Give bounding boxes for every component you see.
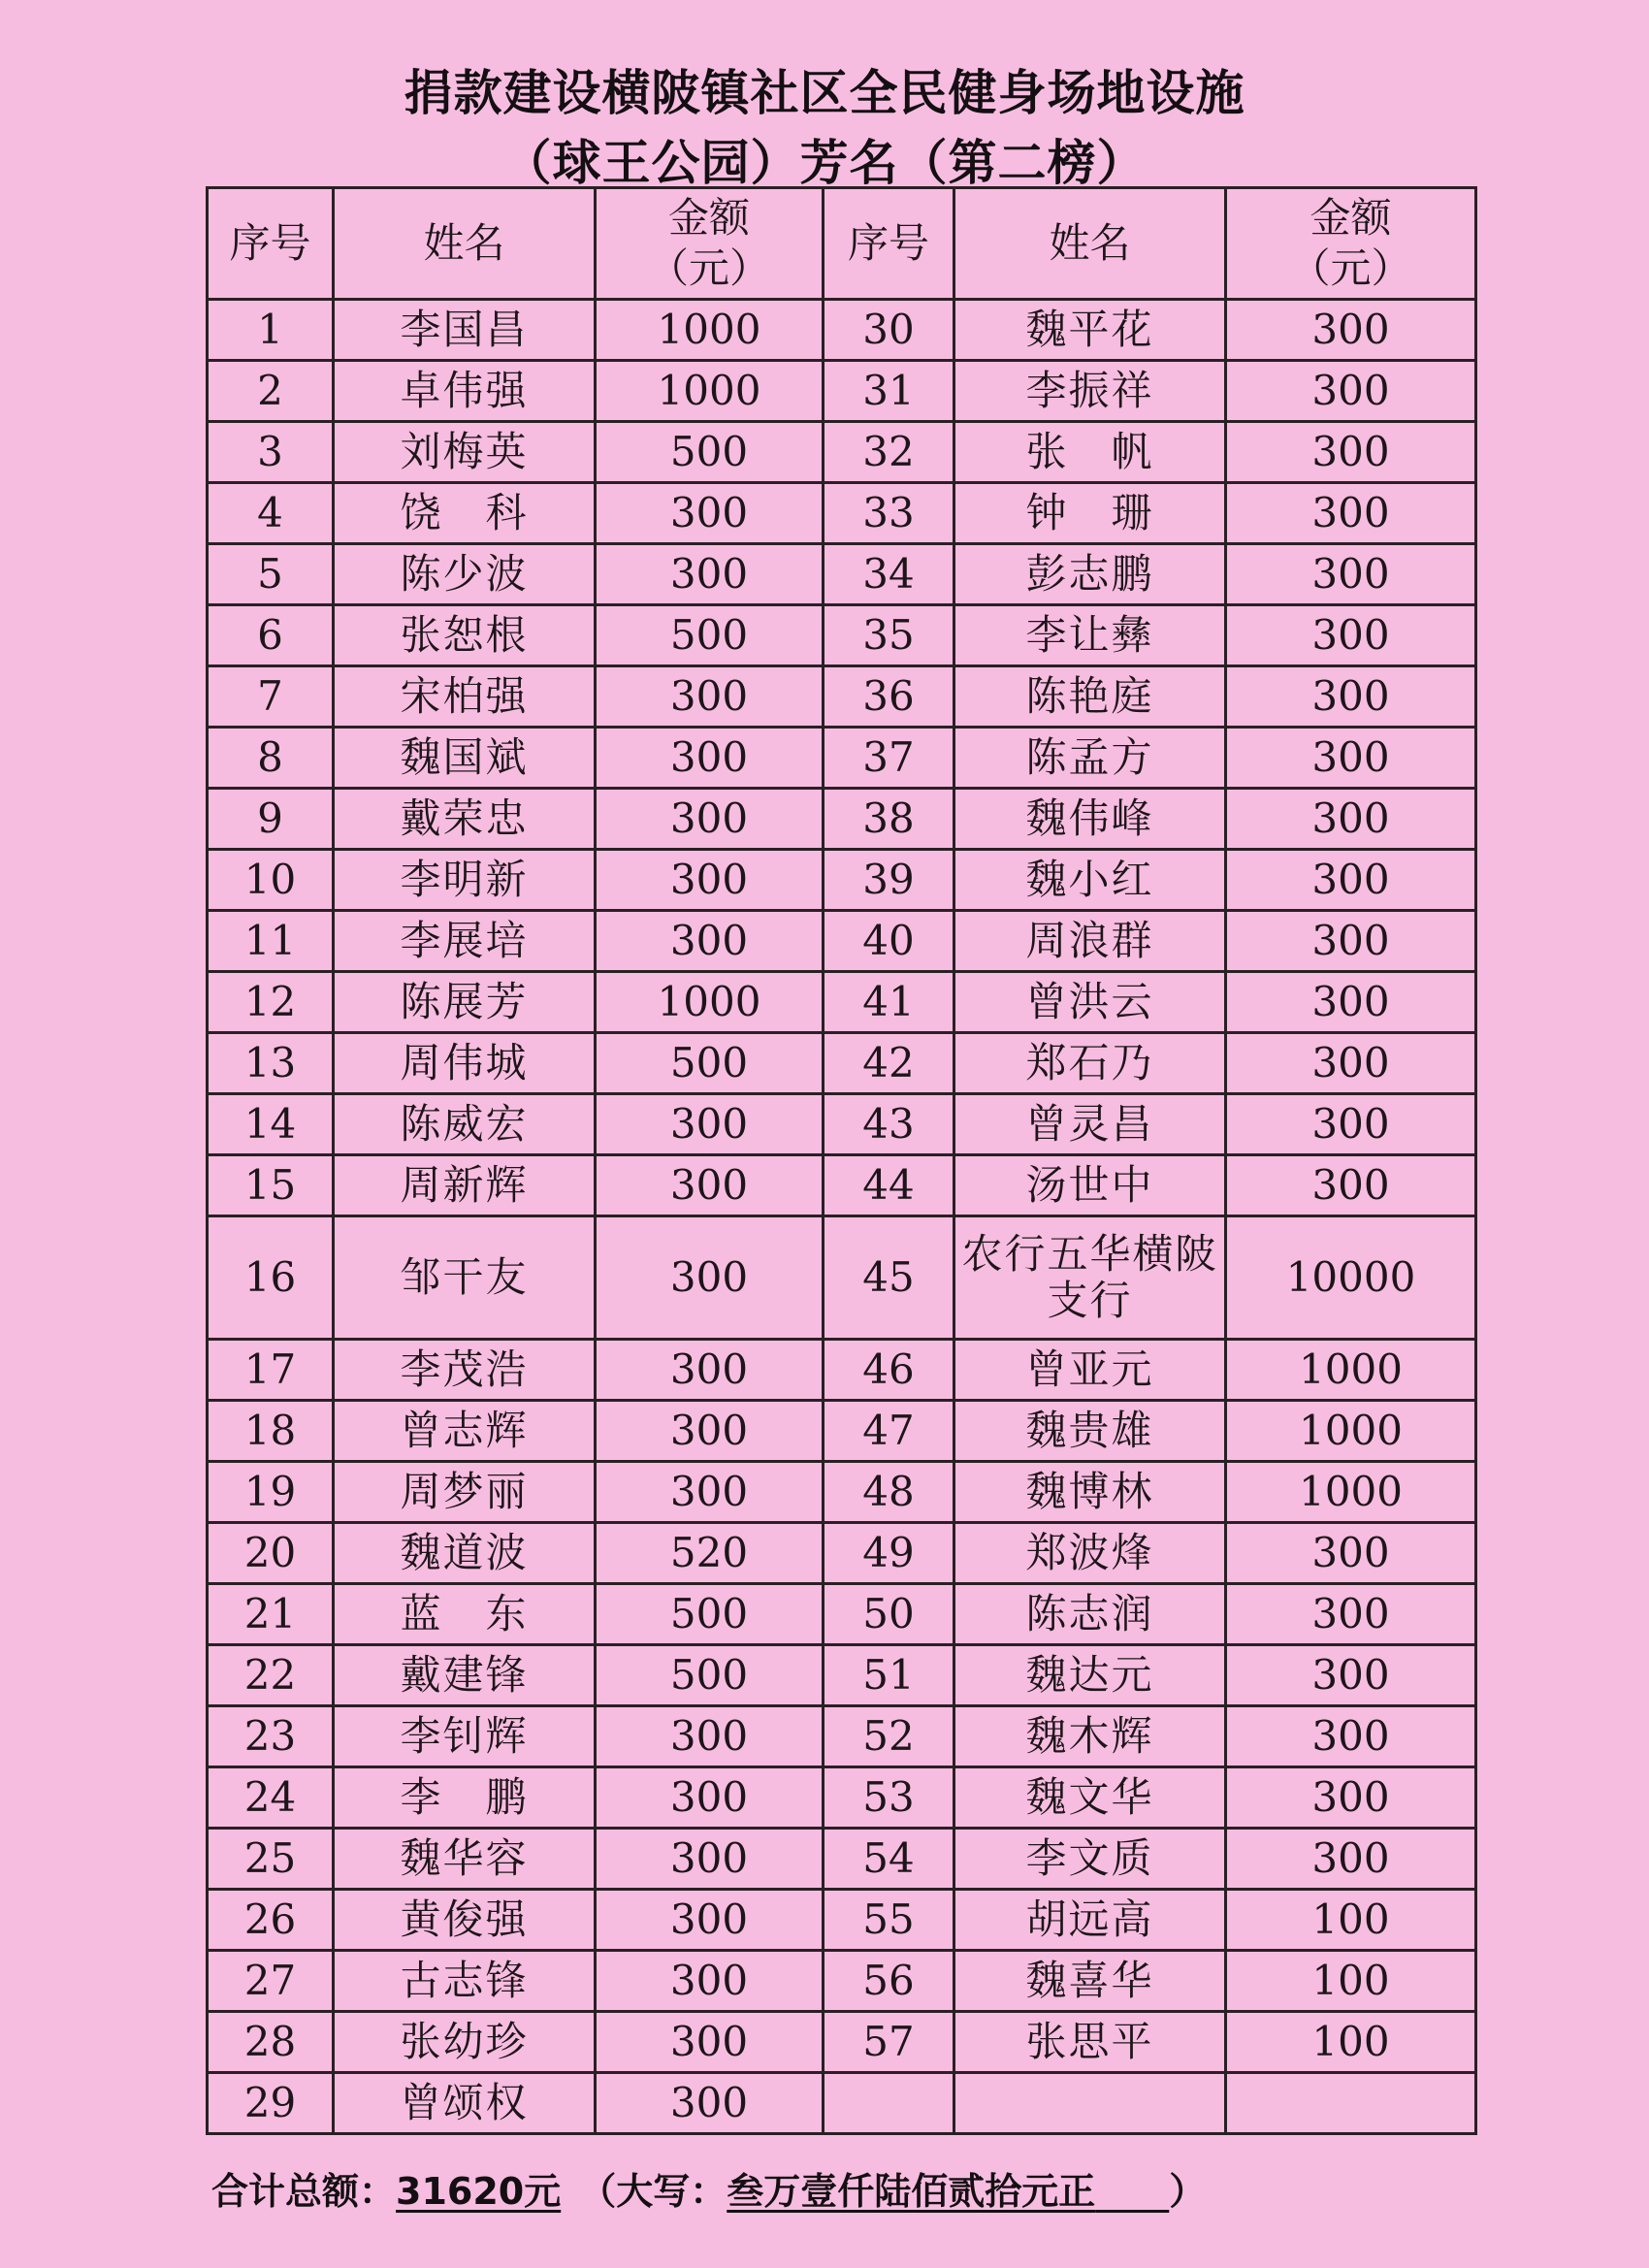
- donor-seq: 17: [208, 1340, 334, 1401]
- donor-seq: 33: [824, 483, 954, 544]
- donor-seq: 27: [208, 1951, 334, 2012]
- donor-amount: 300: [596, 2073, 824, 2134]
- table-row: [208, 1340, 1476, 1401]
- donor-seq: 12: [208, 972, 334, 1033]
- donor-name: 魏伟峰: [954, 789, 1226, 850]
- donor-amount: 100: [1226, 2012, 1476, 2073]
- donor-name: 邹干友: [334, 1216, 596, 1340]
- donor-seq: 9: [208, 789, 334, 850]
- table-row: [208, 850, 1476, 911]
- donor-name: 曾志辉: [334, 1401, 596, 1462]
- donor-seq: 46: [824, 1340, 954, 1401]
- donor-seq: 29: [208, 2073, 334, 2134]
- table-row: [208, 728, 1476, 789]
- donor-seq: 23: [208, 1706, 334, 1767]
- donor-amount: 300: [596, 1155, 824, 1216]
- donor-name: 陈展芳: [334, 972, 596, 1033]
- donor-amount: 500: [596, 605, 824, 666]
- donor-amount: 300: [1226, 422, 1476, 483]
- donor-amount: 500: [596, 1584, 824, 1645]
- donor-seq: 5: [208, 544, 334, 605]
- donor-name: 彭志鹏: [954, 544, 1226, 605]
- donor-amount: 300: [1226, 1523, 1476, 1584]
- donor-seq: 4: [208, 483, 334, 544]
- donor-seq: 42: [824, 1033, 954, 1094]
- donor-name: 魏华容: [334, 1829, 596, 1890]
- donor-name: 魏木辉: [954, 1706, 1226, 1767]
- table-row: [208, 666, 1476, 728]
- table-row: [208, 1216, 1476, 1340]
- donor-seq: 20: [208, 1523, 334, 1584]
- donor-seq: 45: [824, 1216, 954, 1340]
- donor-seq: 7: [208, 666, 334, 728]
- table-row: [208, 1523, 1476, 1584]
- header-amount-label: 金额: [667, 194, 750, 242]
- donor-name: 李钊辉: [334, 1706, 596, 1767]
- donor-seq: 21: [208, 1584, 334, 1645]
- donor-amount: 300: [596, 1890, 824, 1951]
- donor-name: 宋柏强: [334, 666, 596, 728]
- donor-seq: 55: [824, 1890, 954, 1951]
- donor-name: 李 鹏: [334, 1767, 596, 1829]
- donor-amount: 300: [596, 789, 824, 850]
- donor-seq: 30: [824, 300, 954, 361]
- donor-seq: 34: [824, 544, 954, 605]
- donor-seq: 51: [824, 1645, 954, 1706]
- donor-amount: 300: [1226, 483, 1476, 544]
- donor-name: 周新辉: [334, 1155, 596, 1216]
- donor-name: 张恕根: [334, 605, 596, 666]
- donor-amount: [1226, 2073, 1476, 2134]
- donor-seq: 54: [824, 1829, 954, 1890]
- donor-amount: 1000: [1226, 1401, 1476, 1462]
- donor-name: 曾颂权: [334, 2073, 596, 2134]
- donor-amount: 300: [1226, 1094, 1476, 1155]
- capital-close: ）: [1169, 2170, 1207, 2213]
- donor-name: 李明新: [334, 850, 596, 911]
- table-row: [208, 544, 1476, 605]
- donor-amount: 300: [1226, 728, 1476, 789]
- donor-amount: 300: [596, 850, 824, 911]
- donor-seq: 13: [208, 1033, 334, 1094]
- donor-amount: 300: [596, 1094, 824, 1155]
- table-row: [208, 483, 1476, 544]
- donor-amount: 520: [596, 1523, 824, 1584]
- donor-seq: 56: [824, 1951, 954, 2012]
- donor-amount: 100: [1226, 1890, 1476, 1951]
- donor-seq: 3: [208, 422, 334, 483]
- donor-name: 张 帆: [954, 422, 1226, 483]
- donor-amount: 300: [596, 1340, 824, 1401]
- donor-seq: 49: [824, 1523, 954, 1584]
- header-amount-unit: （元）: [647, 244, 770, 292]
- donor-table-body: [208, 300, 1476, 2134]
- donor-amount: 1000: [596, 300, 824, 361]
- donor-amount: 300: [596, 483, 824, 544]
- donor-amount: 300: [596, 666, 824, 728]
- donor-amount: 300: [596, 1401, 824, 1462]
- donor-name: 张思平: [954, 2012, 1226, 2073]
- header-seq-right: 序号: [824, 188, 954, 300]
- capital-open: （大写：: [598, 2170, 728, 2213]
- donor-name: 李让彝: [954, 605, 1226, 666]
- donor-amount: 500: [596, 1033, 824, 1094]
- donor-name: 郑波烽: [954, 1523, 1226, 1584]
- donor-seq: 35: [824, 605, 954, 666]
- table-row: [208, 1033, 1476, 1094]
- donor-seq: 50: [824, 1584, 954, 1645]
- donor-name: 饶 科: [334, 483, 596, 544]
- donor-amount: 300: [1226, 300, 1476, 361]
- donor-name: 陈志润: [954, 1584, 1226, 1645]
- donor-amount: 300: [1226, 1706, 1476, 1767]
- donor-amount: 300: [596, 728, 824, 789]
- donor-amount: 300: [596, 1767, 824, 1829]
- donor-amount: 300: [596, 544, 824, 605]
- donor-name: 戴建锋: [334, 1645, 596, 1706]
- donor-seq: [824, 2073, 954, 2134]
- donor-seq: 31: [824, 361, 954, 422]
- donor-amount: 1000: [596, 361, 824, 422]
- table-header-row: [208, 188, 1476, 300]
- donor-seq: 52: [824, 1706, 954, 1767]
- table-row: [208, 300, 1476, 361]
- table-row: [208, 1584, 1476, 1645]
- donor-amount: 300: [596, 2012, 824, 2073]
- total-capital-amount: 叁万壹仟陆佰贰拾元正: [727, 2170, 1096, 2213]
- donor-seq: 8: [208, 728, 334, 789]
- donor-name: 李振祥: [954, 361, 1226, 422]
- donor-amount: 300: [1226, 1645, 1476, 1706]
- donor-name: 古志锋: [334, 1951, 596, 2012]
- donor-name: 魏喜华: [954, 1951, 1226, 2012]
- donor-seq: 14: [208, 1094, 334, 1155]
- donor-seq: 43: [824, 1094, 954, 1155]
- donor-name: 卓伟强: [334, 361, 596, 422]
- donor-seq: 11: [208, 911, 334, 972]
- donor-amount: 300: [1226, 361, 1476, 422]
- donor-amount: 300: [1226, 1584, 1476, 1645]
- donor-name: 魏道波: [334, 1523, 596, 1584]
- donor-seq: 57: [824, 2012, 954, 2073]
- donor-amount: 300: [1226, 972, 1476, 1033]
- donor-name: 刘梅英: [334, 422, 596, 483]
- donor-amount: 300: [596, 1951, 824, 2012]
- donor-name: 曾洪云: [954, 972, 1226, 1033]
- header-seq-left: 序号: [208, 188, 334, 300]
- donor-name: 张幼珍: [334, 2012, 596, 2073]
- donor-name: 周浪群: [954, 911, 1226, 972]
- total-label: 合计总额：: [211, 2170, 397, 2213]
- donor-amount: 300: [596, 1216, 824, 1340]
- table-row: [208, 1890, 1476, 1951]
- donor-seq: 1: [208, 300, 334, 361]
- donor-seq: 25: [208, 1829, 334, 1890]
- donor-amount: 1000: [596, 972, 824, 1033]
- donor-seq: 53: [824, 1767, 954, 1829]
- table-row: [208, 1829, 1476, 1890]
- table-row: [208, 789, 1476, 850]
- donor-name: 周梦丽: [334, 1462, 596, 1523]
- table-row: [208, 605, 1476, 666]
- table-row: [208, 972, 1476, 1033]
- donor-name: 周伟城: [334, 1033, 596, 1094]
- donor-name: 农行五华横陂支行: [954, 1216, 1226, 1340]
- donor-amount: 300: [596, 1829, 824, 1890]
- donor-seq: 41: [824, 972, 954, 1033]
- table-row: [208, 361, 1476, 422]
- donor-amount: 300: [596, 911, 824, 972]
- donor-name: 郑石乃: [954, 1033, 1226, 1094]
- table-row: [208, 1706, 1476, 1767]
- donor-amount: 300: [1226, 1829, 1476, 1890]
- donor-seq: 10: [208, 850, 334, 911]
- table-row: [208, 1645, 1476, 1706]
- donor-amount: 300: [596, 1462, 824, 1523]
- donor-name: 胡远高: [954, 1890, 1226, 1951]
- donor-seq: 16: [208, 1216, 334, 1340]
- donor-name: 魏国斌: [334, 728, 596, 789]
- donor-seq: 38: [824, 789, 954, 850]
- donor-seq: 15: [208, 1155, 334, 1216]
- donor-name: 李文质: [954, 1829, 1226, 1890]
- donor-name: 魏贵雄: [954, 1401, 1226, 1462]
- donor-seq: 36: [824, 666, 954, 728]
- donor-amount: 500: [596, 422, 824, 483]
- page-title-line-2: （球王公园）芳名（第二榜）: [502, 135, 1147, 191]
- table-row: [208, 911, 1476, 972]
- donor-name: 李茂浩: [334, 1340, 596, 1401]
- donor-name: 李展培: [334, 911, 596, 972]
- header-amount-left: [596, 188, 824, 300]
- header-amount-unit: （元）: [1289, 244, 1412, 292]
- donor-seq: 24: [208, 1767, 334, 1829]
- donor-name: 戴荣忠: [334, 789, 596, 850]
- donor-amount: 300: [1226, 605, 1476, 666]
- table-row: [208, 1155, 1476, 1216]
- donor-amount: 300: [1226, 1033, 1476, 1094]
- donor-amount: 300: [1226, 789, 1476, 850]
- donor-amount: 300: [1226, 1767, 1476, 1829]
- donor-name: 魏文华: [954, 1767, 1226, 1829]
- table-row: [208, 422, 1476, 483]
- table-row: [208, 2012, 1476, 2073]
- donor-amount: 300: [596, 1706, 824, 1767]
- donor-name: 汤世中: [954, 1155, 1226, 1216]
- donor-name: 陈艳庭: [954, 666, 1226, 728]
- donor-amount: 10000: [1226, 1216, 1476, 1340]
- donor-amount: 500: [596, 1645, 824, 1706]
- donor-amount: 300: [1226, 1155, 1476, 1216]
- donor-amount: 300: [1226, 850, 1476, 911]
- table-row: [208, 1951, 1476, 2012]
- donor-name: 魏达元: [954, 1645, 1226, 1706]
- donor-name: 曾灵昌: [954, 1094, 1226, 1155]
- donor-seq: 47: [824, 1401, 954, 1462]
- donor-amount: 300: [1226, 911, 1476, 972]
- donor-seq: 39: [824, 850, 954, 911]
- donor-seq: 18: [208, 1401, 334, 1462]
- donor-name: 魏平花: [954, 300, 1226, 361]
- header-amount-label: 金额: [1310, 194, 1392, 242]
- donor-amount: 100: [1226, 1951, 1476, 2012]
- donor-seq: 44: [824, 1155, 954, 1216]
- donor-table: [206, 186, 1477, 2135]
- donor-name: 曾亚元: [954, 1340, 1226, 1401]
- table-row: [208, 1401, 1476, 1462]
- table-row: [208, 1462, 1476, 1523]
- table-row: [208, 1094, 1476, 1155]
- donor-seq: 6: [208, 605, 334, 666]
- donor-name: [954, 2073, 1226, 2134]
- donor-name: 陈孟方: [954, 728, 1226, 789]
- donor-seq: 26: [208, 1890, 334, 1951]
- donor-seq: 48: [824, 1462, 954, 1523]
- donor-seq: 2: [208, 361, 334, 422]
- donor-amount: 300: [1226, 666, 1476, 728]
- page-title-line-1: 捐款建设横陂镇社区全民健身场地设施: [404, 65, 1245, 121]
- donor-seq: 19: [208, 1462, 334, 1523]
- donor-name: 蓝 东: [334, 1584, 596, 1645]
- donor-name: 魏博林: [954, 1462, 1226, 1523]
- total-amount: 31620元: [396, 2170, 562, 2213]
- table-row: [208, 1767, 1476, 1829]
- donor-name: 魏小红: [954, 850, 1226, 911]
- total-summary: [211, 2161, 1472, 2215]
- donor-seq: 37: [824, 728, 954, 789]
- donor-seq: 22: [208, 1645, 334, 1706]
- donor-name: 李国昌: [334, 300, 596, 361]
- donor-amount: 1000: [1226, 1340, 1476, 1401]
- donor-name: 黄俊强: [334, 1890, 596, 1951]
- donor-seq: 28: [208, 2012, 334, 2073]
- donor-name: 陈少波: [334, 544, 596, 605]
- donor-amount: 1000: [1226, 1462, 1476, 1523]
- header-name-right: 姓名: [954, 188, 1226, 300]
- header-amount-right: [1226, 188, 1476, 300]
- donor-seq: 32: [824, 422, 954, 483]
- table-row: [208, 2073, 1476, 2134]
- header-name-left: 姓名: [334, 188, 596, 300]
- donor-name: 钟 珊: [954, 483, 1226, 544]
- donor-amount: 300: [1226, 544, 1476, 605]
- donor-seq: 40: [824, 911, 954, 972]
- donor-name: 陈威宏: [334, 1094, 596, 1155]
